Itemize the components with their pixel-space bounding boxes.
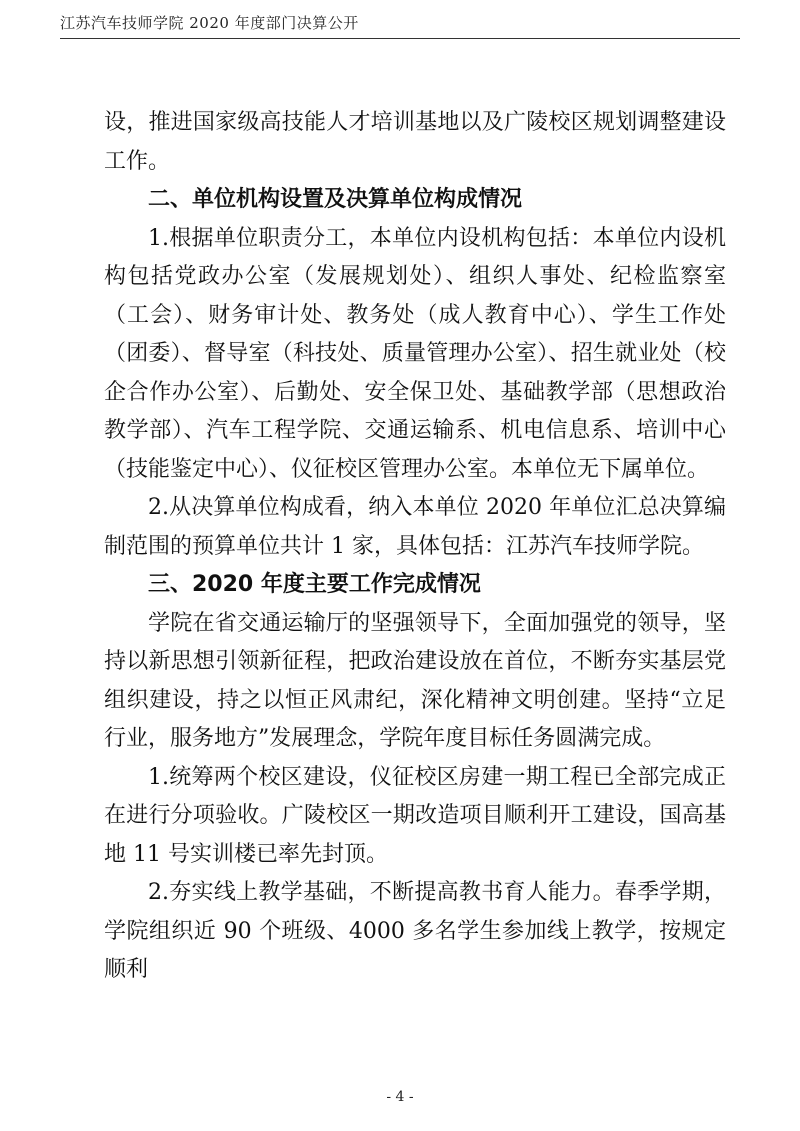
paragraph-campus-construction: 1.统筹两个校区建设，仪征校区房建一期工程已全部完成正在进行分项验收。广陵校区一期改造项目顺利开工建设，国高基地 11 号实训楼已率先封顶。 — [104, 764, 726, 867]
document-body — [104, 104, 726, 990]
paragraph-work-overview: 学院在省交通运输厅的坚强领导下，全面加强党的领导，坚持以新思想引领新征程，把政治建设放在首位，不断夯实基层党组织建设，持之以恒正风肃纪，深化精神文明创建。坚持“立足行业，服务地方”发展理念，学院年度目标任务圆满完成。 — [104, 610, 726, 751]
paragraph-continuation: 设，推进国家级高技能人才培训基地以及广陵校区规划调整建设工作。 — [104, 110, 726, 174]
paragraph-internal-departments: 1.根据单位职责分工，本单位内设机构包括：本单位内设机构包括党政办公室（发展规划处）、组织人事处、纪检监察室（工会）、财务审计处、教务处（成人教育中心）、学生工作处（团委）、督导室（科技处、质量管理办公室）、招生就业处（校企合作办公室）、后勤处、安全保卫处、基础教学部（思想政治教学部）、汽车工程学院、交通运输系、机电信息系、培训中心（技能鉴定中心）、仪征校区管理办公室。本单位无下属单位。 — [104, 225, 726, 482]
page-number: - 4 - — [386, 1089, 414, 1105]
header-divider — [60, 38, 740, 39]
paragraph-budget-units: 2.从决算单位构成看，纳入本单位 2020 年单位汇总决算编制范围的预算单位共计 1 家，具体包括：江苏汽车技师学院。 — [104, 495, 726, 559]
page-header-title: 江苏汽车技师学院 2020 年度部门决算公开 — [60, 14, 359, 32]
paragraph-online-teaching: 2.夯实线上教学基础，不断提高教书育人能力。春季学期，学院组织近 90 个班级、4000 多名学生参加线上教学，按规定顺利 — [104, 880, 726, 982]
section-heading-2: 二、单位机构设置及决算单位构成情况 — [148, 187, 523, 212]
section-heading-3: 三、2020 年度主要工作完成情况 — [148, 572, 481, 597]
